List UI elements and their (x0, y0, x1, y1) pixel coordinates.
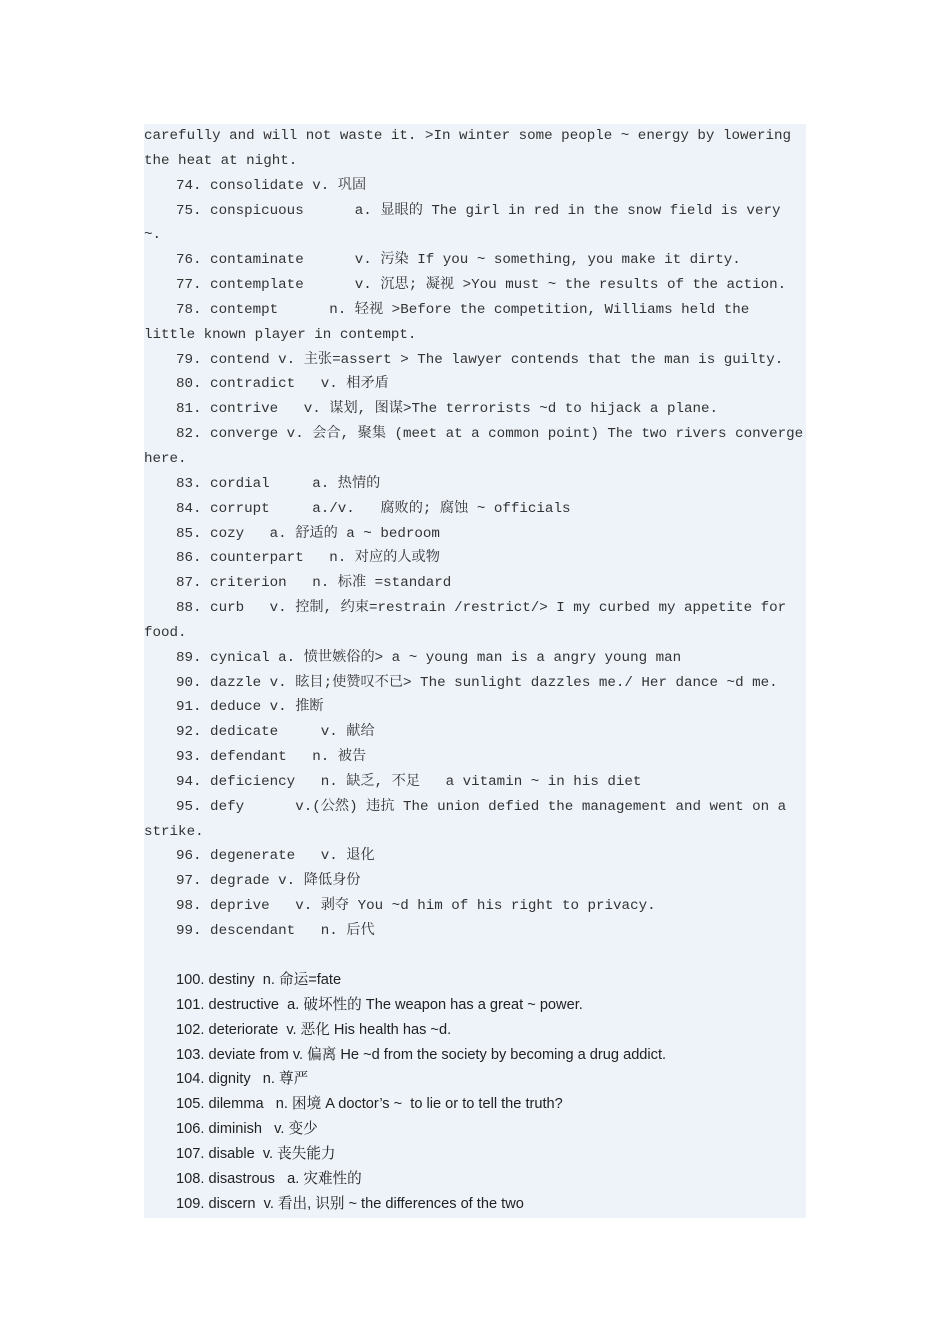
vocab-entry-93: 93. defendant n. 被告 (176, 749, 367, 766)
continued-line: the heat at night. (144, 152, 298, 169)
vocab-entry-80: 80. contradict v. 相矛盾 (176, 376, 389, 393)
vocab-entry-98: 98. deprive v. 剥夺 You ~d him of his right to privacy. (176, 898, 656, 915)
vocab-entry-81: 81. contrive v. 谋划, 图谋>The terrorists ~d to hijack a plane. (176, 401, 719, 418)
vocab-entry-99: 99. descendant n. 后代 (176, 923, 375, 939)
vocab-entry-75: 75. conspicuous a. 显眼的 The girl in red in the snow field is very (176, 202, 781, 219)
vocab-entry-83: 83. cordial a. 热情的 (176, 475, 381, 492)
vocab-entry-82: 82. converge v. 会合, 聚集 (meet at a common point) The two rivers converge (176, 426, 804, 443)
vocab-entry-92: 92. dedicate v. 献给 (176, 724, 375, 741)
vocabulary-list-mono (144, 124, 806, 944)
vocab-entry-78: 78. contempt n. 轻视 >Before the competition, Williams held the (176, 301, 750, 318)
vocab-entry-108: 108. disastrous a. 灾难性的 (176, 1170, 362, 1187)
vocab-entry-109: 109. discern v. 看出, 识别 ~ the differences of the two (176, 1195, 524, 1212)
vocab-entry-95: 95. defy v.(公然) 违抗 The union defied the management and went on a (176, 798, 787, 815)
vocab-entry-88: 88. curb v. 控制, 约束=restrain /restrict/> I my curbed my appetite for (176, 600, 787, 617)
vocabulary-list-sans (144, 968, 806, 1216)
vocab-entry-94: 94. deficiency n. 缺乏, 不足 a vitamin ~ in his diet (176, 773, 642, 790)
continued-line: little known player in contempt. (144, 326, 417, 343)
vocab-entry-90: 90. dazzle v. 眩目;使赞叹不已> The sunlight dazzles me./ Her dance ~d me. (176, 674, 778, 691)
vocab-entry-97: 97. degrade v. 降低身份 (176, 873, 361, 890)
vocab-entry-84: 84. corrupt a./v. 腐败的; 腐蚀 ~ officials (176, 500, 571, 517)
vocab-entry-100: 100. destiny n. 命运=fate (176, 972, 342, 988)
vocab-entry-91: 91. deduce v. 推断 (176, 699, 324, 716)
vocab-entry-104: 104. dignity n. 尊严 (176, 1071, 309, 1088)
vocab-entry-89: 89. cynical a. 愤世嫉俗的> a ~ young man is a angry young man (176, 649, 682, 666)
vocab-entry-74: 74. consolidate v. 巩固 (176, 177, 367, 194)
vocab-entry-103: 103. deviate from v. 偏离 He ~d from the society by becoming a drug addict. (176, 1046, 667, 1063)
continued-line: here. (144, 450, 187, 467)
vocab-entry-101: 101. destructive a. 破坏性的 The weapon has a great ~ power. (176, 996, 583, 1013)
continued-line: strike. (144, 823, 204, 840)
continued-line: carefully and will not waste it. >In winter some people ~ energy by lowering (144, 128, 792, 144)
vocab-entry-85: 85. cozy a. 舒适的 a ~ bedroom (176, 525, 440, 542)
vocab-entry-105: 105. dilemma n. 困境 A doctor’s ~ to lie or to tell the truth? (176, 1096, 563, 1113)
vocab-entry-86: 86. counterpart n. 对应的人或物 (176, 550, 440, 567)
vocab-entry-106: 106. diminish v. 变少 (176, 1121, 318, 1138)
vocab-entry-76: 76. contaminate v. 污染 If you ~ something, you make it dirty. (176, 252, 741, 269)
vocab-entry-107: 107. disable v. 丧失能力 (176, 1145, 336, 1162)
continued-line: ~. (144, 227, 162, 244)
vocab-entry-77: 77. contemplate v. 沉思; 凝视 >You must ~ the results of the action. (176, 277, 787, 294)
vocab-entry-102: 102. deteriorate v. 恶化 His health has ~d. (176, 1021, 452, 1038)
vocab-entry-87: 87. criterion n. 标准 =standard (176, 575, 452, 592)
vocab-entry-96: 96. degenerate v. 退化 (176, 848, 375, 865)
continued-line: food. (144, 624, 187, 641)
vocab-entry-79: 79. contend v. 主张=assert > The lawyer contends that the man is guilty. (176, 351, 784, 368)
